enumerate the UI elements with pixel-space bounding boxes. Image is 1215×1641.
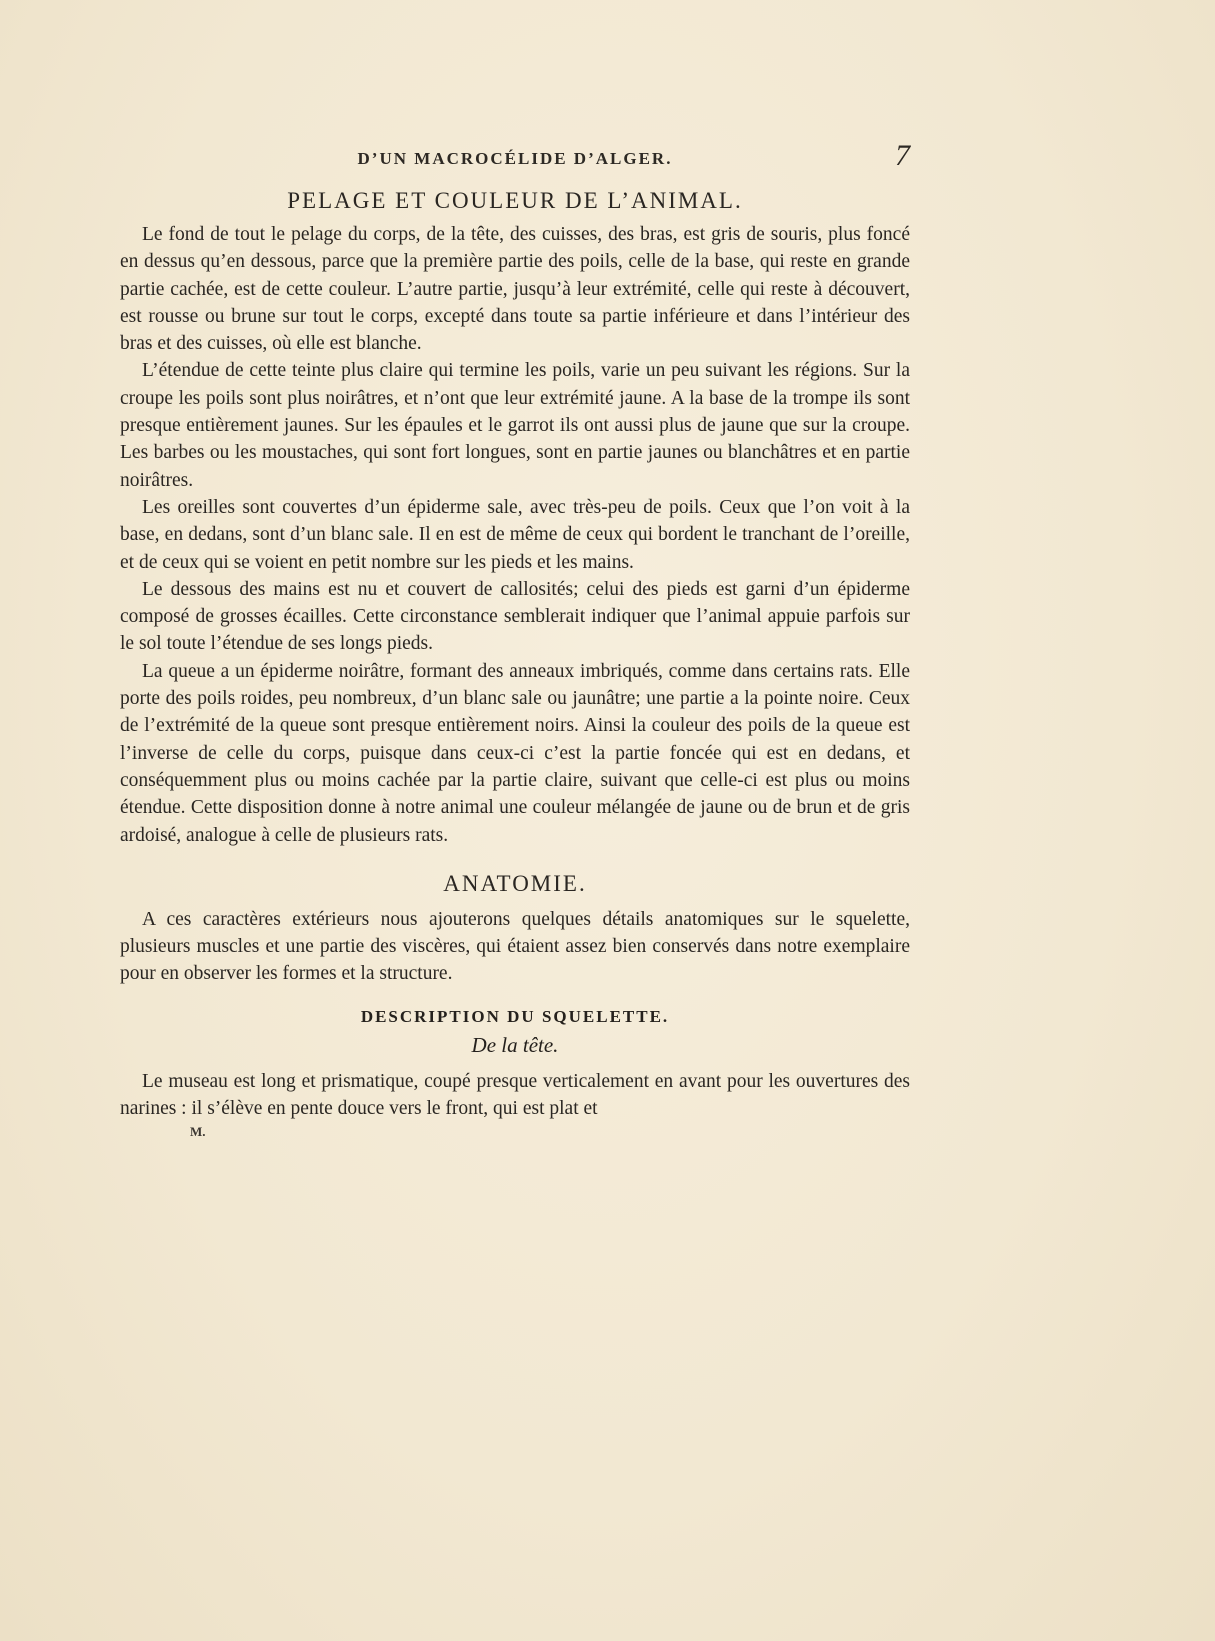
- running-title: D’UN MACROCÉLIDE D’ALGER.: [357, 149, 673, 168]
- running-head: [120, 135, 910, 175]
- section-title-anatomie: ANATOMIE.: [443, 870, 587, 896]
- subsubsection-title-tete: De la tête.: [471, 1032, 559, 1057]
- signature-mark: M.: [190, 1124, 206, 1140]
- paragraph-5: La queue a un épiderme noirâtre, formant des anneaux imbriqués, comme dans certains rats. Elle porte des poils roides, peu nombreux, d’un blanc sale ou jaunâtre; une partie a la pointe noire. Ceux de l’extrémité de la queue sont presque entièrement noirs. Ainsi la couleur des poils de la queue est l’inverse de celle du corps, puisque dans ceux-ci c’est la partie foncée qui est en dedans, et conséquemment plus ou moins cachée par la partie claire, suivant que celle-ci est plus ou moins étendue. Cette disposition donne à notre animal une couleur mélangée de jaune ou de brun et de gris ardoisé, analogue à celle de plusieurs rats.: [120, 660, 910, 846]
- paragraph-1: Le fond de tout le pelage du corps, de la tête, des cuisses, des bras, est gris de souris, plus foncé en dessus qu’en dessous, parce que la première partie des poils, celle de la base, qui reste en grande partie cachée, est de cette couleur. L’autre partie, jusqu’à leur extrémité, celle qui reste à découvert, est rousse ou brune sur tout le corps, excepté dans toute sa partie inférieure et dans l’intérieur des bras et des cuisses, où elle est blanche.: [120, 224, 910, 355]
- paragraph-2: L’étendue de cette teinte plus claire qui termine les poils, varie un peu suivant les régions. Sur la croupe les poils sont plus noirâtres, et n’ont que leur extrémité jaune. A la base de la trompe ils sont presque entièrement jaunes. Sur les épaules et le garrot ils ont aussi plus de jaune que sur la croupe. Les barbes ou les moustaches, qui sont fort longues, sont en partie jaunes ou blanchâtres et en partie noirâtres.: [120, 360, 910, 491]
- paragraph-6: A ces caractères extérieurs nous ajouterons quelques détails anatomiques sur le squelette, plusieurs muscles et une partie des viscères, qui étaient assez bien conservés dans notre exemplaire pour en observer les formes et la structure.: [120, 908, 910, 985]
- page-number: 7: [895, 139, 910, 172]
- paragraph-7: Le museau est long et prismatique, coupé presque verticalement en avant pour les ouvertures des narines : il s’élève en pente douce vers le front, qui est plat et: [120, 1070, 910, 1120]
- section-title-pelage: PELAGE ET COULEUR DE L’ANIMAL.: [287, 188, 743, 213]
- subsection-title-squelette: DESCRIPTION DU SQUELETTE.: [360, 1006, 670, 1026]
- paragraph-3: Les oreilles sont couvertes d’un épiderme sale, avec très-peu de poils. Ceux que l’on voit à la base, en dedans, sont d’un blanc sale. Il en est de même de ceux qui bordent le tranchant de l’oreille, et de ceux qui se voient en petit nombre sur les pieds et les mains.: [120, 496, 910, 573]
- paragraph-4: Le dessous des mains est nu et couvert de callosités; celui des pieds est garni d’un épiderme composé de grosses écailles. Cette circonstance semblerait indiquer que l’animal appuie parfois sur le sol toute l’étendue de ses longs pieds.: [120, 578, 910, 655]
- text-column: [120, 135, 910, 1140]
